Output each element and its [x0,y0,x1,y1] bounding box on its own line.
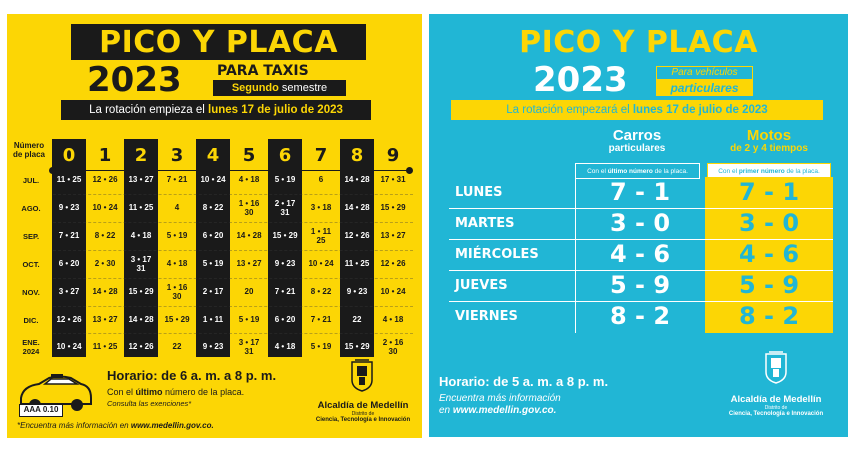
cars-digits: 3 - 0 [609,209,671,237]
calendar-cell-days: 11 • 25 [92,342,118,351]
plate-number-label [9,141,49,159]
motos-digits: 4 - 6 [738,240,800,268]
calendar-cell-days: 6 [318,175,324,184]
note-motos-bold: primer número [738,168,785,175]
motos-digits: 3 - 0 [738,209,800,237]
calendar-cell-days: 10 • 24 [380,287,406,296]
calendar-cell [196,197,230,219]
row-separator [53,306,413,307]
calendar-cell [160,281,194,303]
calendar-cell-days: 12 • 26 [128,342,154,351]
calendar-cell-days: 22 [352,315,362,324]
semester-rest: semestre [278,82,328,94]
calendar-cell-days: 10 • 24 [308,259,334,268]
calendar-cell-days: 8 • 22 [94,231,116,240]
cars-info-prefix: en [439,405,453,416]
taxis-logo-sub2: Ciencia, Tecnología e Innovación [315,417,411,423]
medellin-shield-icon [350,358,374,392]
calendar-cell-days: 7 • 21 [274,287,296,296]
calendar-cell [268,336,302,358]
taxis-rule-suffix: número de la placa. [162,387,245,397]
col-carros-heading: Carros [612,127,662,144]
calendar-cell-days: 14 • 28 [344,203,370,212]
calendar-cell-days: 9 • 23 [202,342,224,351]
calendar-cell-days: 1 • 11 [202,315,224,324]
month-label-line1: OCT. [22,260,40,269]
note-cars-bold: último número [607,168,653,175]
col-carros-sub: particulares [608,143,666,154]
month-label [11,316,51,325]
calendar-cell-days: 3 • 17 [238,338,260,347]
taxis-logo-sub1: Distrito de [351,411,375,417]
calendar-cell [268,281,302,303]
calendar-cell [340,281,374,303]
calendar-cell-days: 7 • 21 [310,315,332,324]
month-label [11,260,51,269]
calendar-cell [124,336,158,358]
calendar-cell-days: 5 • 19 [310,342,332,351]
month-label-line2: 2024 [22,347,40,356]
calendar-cell-days: 7 • 21 [58,231,80,240]
calendar-cell [52,169,86,191]
calendar-cell [160,336,194,358]
taxis-logo-title: Alcaldía de Medellín [317,400,409,411]
taxi-plate: AAA 0.10 [19,404,63,417]
motos-digits: 7 - 1 [738,178,800,206]
calendar-cell-days: 2 • 17 [202,287,224,296]
calendar-cell-days: 13 • 27 [236,259,262,268]
calendar-cell-days: 13 • 27 [92,315,118,324]
calendar-cell-days: 12 • 26 [92,175,118,184]
cars-logo-sub1: Distrito de [764,405,788,411]
calendar-cell-days: 10 • 24 [56,342,82,351]
taxis-info-prefix: *Encuentra más información en [17,421,131,430]
calendar-cell [376,336,410,358]
row-separator [53,222,413,223]
calendar-cell [232,169,266,191]
calendar-cell-days: 12 • 26 [380,259,406,268]
motos-digits: 8 - 2 [738,302,800,330]
taxis-rotation-text [61,100,371,120]
calendar-cell [160,253,194,275]
plate-digit-header: 3 [170,145,184,166]
calendar-cell-days: 3 • 18 [310,203,332,212]
calendar-cell [88,309,122,331]
calendar-cell [304,225,338,247]
calendar-cell-days: 14 • 28 [92,287,118,296]
calendar-cell [376,197,410,219]
calendar-cell [340,253,374,275]
calendar-cell [232,197,266,219]
cars-info-line2 [439,405,556,417]
calendar-cell [340,336,374,358]
calendar-cell [196,169,230,191]
taxis-rule-bold: último [135,387,163,397]
calendar-cell [268,225,302,247]
calendar-cell [52,336,86,358]
row-separator [53,250,413,251]
month-label-line1: JUL. [22,176,40,185]
plate-digit-header: 0 [62,145,76,166]
calendar-cell-days: 1 • 11 [310,227,332,236]
calendar-cell-days: 4 • 18 [382,315,404,324]
particulares-label: particulares [670,81,739,95]
calendar-cell [52,253,86,275]
calendar-cell [160,169,194,191]
calendar-cell-days: 6 • 20 [202,231,224,240]
calendar-cell-days: 31 [280,208,290,217]
plate-digit-header: 2 [134,145,148,166]
row-separator [53,333,413,334]
note-cars-suffix: de la placa. [652,168,688,175]
calendar-cell-days: 8 • 22 [202,203,224,212]
calendar-cell-days: 15 • 29 [128,287,154,296]
month-label-line1: DIC. [23,316,39,325]
col-motos-sub: de 2 y 4 tiempos [730,143,808,154]
month-label [11,204,51,213]
medellin-shield-icon-white [764,350,788,384]
plate-digit-header: 9 [386,145,400,166]
calendar-cell-days: 15 • 29 [380,203,406,212]
month-label-line1: ENE. [22,338,40,347]
cars-schedule: Horario: de 5 a. m. a 8 p. m. [439,374,609,389]
calendar-cell-days: 2 • 16 [382,338,404,347]
calendar-cell [268,197,302,219]
calendar-cell [196,225,230,247]
taxis-logo-text [303,400,422,424]
calendar-cell [376,253,410,275]
calendar-cell-days: 30 [172,292,182,301]
calendar-cell-days: 31 [136,264,146,273]
cars-logo-text [716,394,836,418]
cars-info-line1: Encuentra más información [439,393,561,404]
cars-year: 2023 [533,60,628,100]
calendar-cell-days: 11 • 25 [344,259,370,268]
calendar-cell-days: 30 [388,347,398,356]
plate-digit-header: 4 [206,145,220,166]
month-label-line1: SEP. [22,232,40,241]
weekday-label: MIÉRCOLES [455,247,539,262]
calendar-cell [232,253,266,275]
calendar-cell [124,225,158,247]
cars-info-url[interactable]: www.medellin.gov.co. [452,405,557,416]
taxis-rule [107,387,244,397]
taxis-panel [7,14,422,438]
calendar-cell [268,169,302,191]
calendar-cell [376,225,410,247]
plate-number-label-2: de placa [12,150,45,159]
calendar-cell-days: 1 • 16 [238,199,260,208]
calendar-cell-days: 9 • 23 [58,203,80,212]
row-separator [53,278,413,279]
calendar-cell-days: 20 [244,287,254,296]
weekday-label: JUEVES [455,278,508,293]
plate-digit-header: 8 [350,145,364,166]
taxis-rule-prefix: Con el [107,387,136,397]
row-separator [53,194,413,195]
semester-label [213,80,346,96]
month-label [11,288,51,297]
calendar-cell [304,197,338,219]
calendar-cell-days: 14 • 28 [128,315,154,324]
calendar-cell [88,225,122,247]
calendar-cell [232,225,266,247]
calendar-cell [160,197,194,219]
note-motos-prefix: Con el [718,168,739,175]
cars-digits: 4 - 6 [609,240,671,268]
calendar-cell-days: 25 [316,236,326,245]
calendar-cell-days: 12 • 26 [56,315,82,324]
calendar-cell-days: 30 [244,208,254,217]
taxis-info [17,421,214,430]
calendar-cell-days: 2 • 17 [274,199,296,208]
calendar-cell [196,253,230,275]
calendar-cell-days: 15 • 29 [344,342,370,351]
month-label [11,232,51,241]
month-label [11,338,51,356]
calendar-cell-days: 9 • 23 [346,287,368,296]
calendar-cell-days: 14 • 28 [344,175,370,184]
calendar-cell-days: 10 • 24 [92,203,118,212]
cars-title: PICO Y PLACA [519,25,758,60]
calendar-cell [88,253,122,275]
calendar-cell [88,281,122,303]
cars-digits: 7 - 1 [609,178,671,206]
calendar-cell [124,309,158,331]
weekday-label: VIERNES [455,309,518,324]
calendar-cell-days: 5 • 19 [202,259,224,268]
calendar-cell-days: 9 • 23 [274,259,296,268]
calendar-cell [52,309,86,331]
calendar-cell-days: 4 • 18 [238,175,260,184]
calendar-cell [304,169,338,191]
calendar-cell-days: 4 • 18 [130,231,152,240]
calendar-cell [304,336,338,358]
calendar-cell [232,281,266,303]
taxis-title: PICO Y PLACA [99,25,338,60]
calendar-cell [376,169,410,191]
calendar-cell-days: 31 [244,347,254,356]
month-label-line1: AGO. [21,204,41,213]
calendar-cell-days: 15 • 29 [272,231,298,240]
calendar-cell-days: 4 • 18 [166,259,188,268]
col-motos-heading: Motos [746,127,792,144]
plate-number-label-1: Número [13,141,45,150]
taxis-info-url[interactable]: www.medellin.gov.co. [130,421,214,430]
month-label [11,176,51,185]
calendar-cell-days: 5 • 19 [166,231,188,240]
calendar-cell-days: 4 • 18 [274,342,296,351]
taxis-schedule: Horario: de 6 a. m. a 8 p. m. [107,368,277,383]
plate-digit-header: 7 [314,145,328,166]
calendar-cell [196,336,230,358]
calendar-cell [376,309,410,331]
plate-digit-header: 6 [278,145,292,166]
para-vehiculos-label: Para vehículos [671,67,738,78]
calendar-cell [124,281,158,303]
calendar-cell [88,197,122,219]
calendar-cell [304,309,338,331]
calendar-cell [196,309,230,331]
calendar-cell [160,225,194,247]
calendar-cell-days: 3 • 17 [130,255,152,264]
calendar-cell-days: 11 • 25 [128,203,154,212]
taxis-rotation-prefix: La rotación empieza el [89,104,209,116]
calendar-cell-days: 4 [174,203,180,212]
calendar-cell-days: 8 • 22 [310,287,332,296]
calendar-cell [268,309,302,331]
semester-bold: Segundo [231,82,279,94]
calendar-cell [124,197,158,219]
cars-digits: 5 - 9 [609,271,671,299]
calendar-cell [232,336,266,358]
calendar-cell [196,281,230,303]
calendar-cell-days: 10 • 24 [200,175,226,184]
calendar-cell-days: 6 • 20 [274,315,296,324]
calendar-cell [340,197,374,219]
calendar-cell [304,253,338,275]
calendar-cell-days: 11 • 25 [56,175,82,184]
calendar-cell [52,197,86,219]
calendar-cell-days: 2 • 30 [94,259,116,268]
calendar-cell-days: 13 • 27 [128,175,154,184]
calendar-cell [52,225,86,247]
calendar-cell-days: 5 • 19 [274,175,296,184]
calendar-cell [88,336,122,358]
calendar-cell-days: 15 • 29 [164,315,190,324]
taxis-exceptions: Consulta las exenciones* [107,399,192,408]
cars-digits: 8 - 2 [609,302,671,330]
taxis-year: 2023 [87,60,182,100]
cars-rotation-prefix: La rotación empezará el [506,104,633,116]
calendar-cell [376,281,410,303]
cars-rotation-text [451,100,823,120]
weekday-label: LUNES [455,185,503,200]
cars-logo-sub2: Ciencia, Tecnología e Innovación [728,411,824,417]
calendar-cell [340,169,374,191]
calendar-cell-days: 14 • 28 [236,231,262,240]
calendar-cell [160,309,194,331]
calendar-cell-days: 13 • 27 [380,231,406,240]
calendar-cell [304,281,338,303]
calendar-cell [88,169,122,191]
taxis-rotation-date: lunes 17 de julio de 2023 [208,104,343,116]
calendar-cell-days: 7 • 21 [166,175,188,184]
calendar-cell [340,309,374,331]
calendar-cell-days: 12 • 26 [344,231,370,240]
motos-digits: 5 - 9 [738,271,800,299]
calendar-cell-days: 22 [172,342,182,351]
plate-digit-header: 5 [242,145,256,166]
para-taxis-label: PARA TAXIS [217,63,309,79]
month-label-line1: NOV. [22,288,40,297]
weekday-label: MARTES [455,216,515,231]
calendar-cell-days: 6 • 20 [58,259,80,268]
cars-logo-title: Alcaldía de Medellín [730,394,822,405]
calendar-cell [124,169,158,191]
calendar-cell [124,253,158,275]
calendar-cell [52,281,86,303]
cars-panel [429,14,848,437]
calendar-cell-days: 1 • 16 [166,283,188,292]
calendar-cell [340,225,374,247]
calendar-cell-days: 3 • 27 [58,287,80,296]
note-cars-prefix: Con el [587,168,608,175]
calendar-cell [268,253,302,275]
calendar-cell-days: 5 • 19 [238,315,260,324]
note-motos-suffix: de la placa. [784,168,820,175]
plate-digit-header: 1 [98,145,112,166]
calendar-cell-days: 17 • 31 [380,175,406,184]
cars-rotation-date: lunes 17 de julio de 2023 [632,104,768,116]
calendar-cell [232,309,266,331]
